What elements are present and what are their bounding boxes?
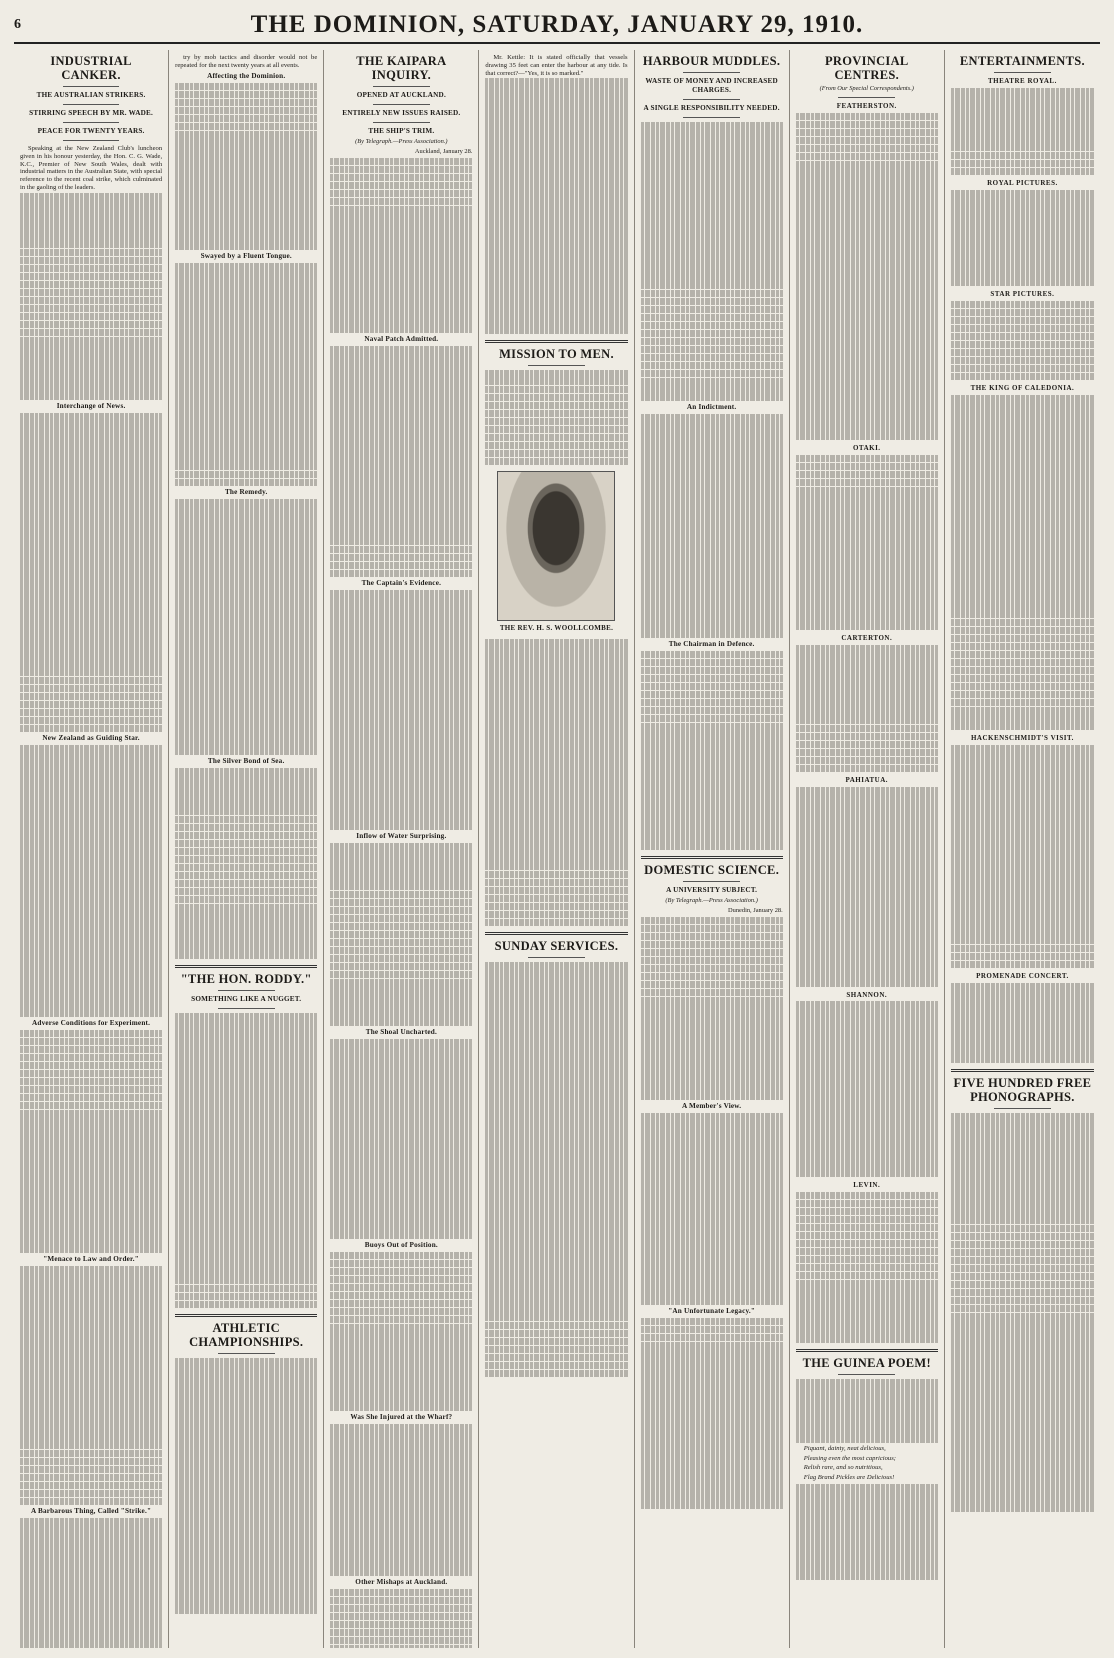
dateline: Dunedin, January 28. (728, 906, 783, 914)
text-block (175, 263, 317, 486)
column-4 (479, 50, 634, 1648)
text-block (796, 1379, 938, 1443)
section-subhead: New Zealand as Guiding Star. (42, 734, 140, 743)
text-block (796, 1001, 938, 1176)
section-subhead: Adverse Conditions for Experiment. (32, 1018, 151, 1027)
byline: (By Telegraph.—Press Association.) (355, 138, 448, 145)
column-5 (635, 50, 790, 1648)
text-block (20, 193, 162, 400)
text-block (796, 455, 938, 630)
text-block (951, 301, 1094, 381)
dateline: Auckland, January 28. (414, 147, 473, 155)
place-heading: CARTERTON. (841, 634, 893, 643)
text-block (485, 78, 627, 333)
place-heading: LEVIN. (853, 1180, 881, 1189)
text-block (951, 1113, 1094, 1512)
text-block (175, 1013, 317, 1308)
text-block (796, 1192, 938, 1344)
section-subhead: ROYAL PICTURES. (987, 179, 1058, 188)
column-2 (169, 50, 324, 1648)
article-subhead: OPENED AT AUCKLAND. (356, 91, 446, 99)
poem-line: Relish rare, and so nutritious, (803, 1464, 883, 1472)
text-block (485, 639, 627, 926)
section-subhead: Swayed by a Fluent Tongue. (200, 252, 292, 261)
section-subhead: A Member's View. (681, 1102, 742, 1111)
page-columns (14, 50, 1100, 1650)
article-subhead: ENTIRELY NEW ISSUES RAISED. (342, 109, 461, 117)
text-block (330, 843, 472, 1026)
section-subhead: "Menace to Law and Order." (43, 1255, 139, 1264)
text-block (330, 346, 472, 577)
text-block (330, 158, 472, 333)
article-subhead: SOMETHING LIKE A NUGGET. (191, 995, 302, 1004)
text-block (951, 395, 1094, 730)
section-subhead: Naval Patch Admitted. (364, 335, 439, 344)
section-subhead: Was She Injured at the Wharf? (350, 1413, 453, 1422)
text-block (175, 768, 317, 959)
text-block (20, 413, 162, 732)
section-subhead: Other Mishaps at Auckland. (355, 1577, 448, 1586)
text-block (951, 88, 1094, 176)
text-block (796, 645, 938, 773)
text-block (485, 370, 627, 466)
section-subhead: STAR PICTURES. (990, 289, 1055, 298)
text-block (20, 745, 162, 1016)
text-block (641, 414, 783, 637)
article-headline: THE KAIPARA INQUIRY. (356, 54, 447, 82)
place-heading: PAHIATUA. (845, 776, 889, 785)
column-6 (790, 50, 945, 1648)
text-block (175, 499, 317, 754)
text-block (641, 1318, 783, 1509)
place-heading: FEATHERSTON. (836, 101, 897, 110)
article-paragraph: Speaking at the New Zealand Club's luncheon given in his honour yesterday, the Hon. C. G. Wade, K.C., Premier of New South Wales, dealt with industrial matters in the Australian State, with special reference to the recent coal strike, which culminated in the gaoling of the leaders. (20, 145, 163, 191)
section-subhead: THE KING OF CALEDONIA. (970, 384, 1075, 393)
article-paragraph: Mr. Kettle: It is stated officially that vessels drawing 35 feet can enter the harbour at any tide. Is that correct?—"Yes, it is so marked." (485, 54, 628, 77)
article-headline: PROVINCIAL CENTRES. (824, 54, 909, 82)
article-subhead: STIRRING SPEECH BY MR. WADE. (29, 109, 153, 117)
column-7 (945, 50, 1100, 1648)
section-subhead: The Captain's Evidence. (361, 579, 442, 588)
poem-line: Flag Brand Pickles are Delicious! (803, 1474, 895, 1482)
section-subhead: THEATRE ROYAL. (987, 77, 1057, 85)
text-block (485, 962, 627, 1377)
text-block (641, 122, 783, 401)
section-subhead: A Barbarous Thing, Called "Strike." (30, 1507, 152, 1516)
article-subhead: THE SHIP'S TRIM. (368, 127, 435, 135)
section-subhead: Buoys Out of Position. (364, 1240, 438, 1249)
text-block (951, 983, 1094, 1063)
article-subhead: WASTE OF MONEY AND INCREASED CHARGES. (645, 77, 778, 94)
article-headline: THE GUINEA POEM! (802, 1356, 931, 1371)
text-block (330, 1252, 472, 1412)
section-subhead: PROMENADE CONCERT. (976, 972, 1069, 981)
photo-caption: THE REV. H. S. WOOLLCOMBE. (499, 624, 614, 633)
place-heading: SHANNON. (846, 990, 888, 999)
text-block (951, 190, 1094, 286)
text-block (330, 1589, 472, 1648)
section-subhead: Inflow of Water Surprising. (356, 831, 447, 840)
text-block (641, 651, 783, 850)
column-1 (14, 50, 169, 1648)
article-paragraph: try by mob tactics and disorder would not be repeated for the next twenty years at all events. (175, 54, 318, 69)
text-block (330, 1039, 472, 1238)
text-block (20, 1030, 162, 1253)
section-subhead: An Indictment. (686, 403, 737, 412)
text-block (951, 745, 1094, 968)
masthead (14, 8, 1100, 44)
article-subhead: (From Our Special Correspondents.) (819, 85, 914, 92)
text-block (20, 1518, 162, 1648)
text-block (175, 1358, 317, 1613)
text-block (330, 1424, 472, 1576)
text-block (175, 83, 317, 250)
text-block (20, 1266, 162, 1505)
page-number: 6 (14, 17, 21, 32)
poem-line: Pleasing even the most capricious; (803, 1454, 896, 1462)
section-subhead: Interchange of News. (56, 402, 126, 411)
text-block (796, 787, 938, 986)
column-3 (324, 50, 479, 1648)
place-heading: OTAKI. (852, 443, 881, 452)
article-headline: ATHLETIC CHAMPIONSHIPS. (189, 1321, 304, 1350)
section-subhead: Affecting the Dominion. (207, 71, 286, 80)
section-subhead: The Remedy. (224, 488, 268, 497)
article-headline: FIVE HUNDRED FREE PHONOGRAPHS. (953, 1075, 1092, 1104)
article-headline: SUNDAY SERVICES. (494, 939, 619, 954)
section-subhead: The Chairman in Defence. (668, 639, 755, 648)
article-headline: HARBOUR MUDDLES. (642, 54, 781, 68)
text-block (641, 1113, 783, 1304)
section-subhead: The Shoal Uncharted. (365, 1028, 437, 1037)
article-subhead: A UNIVERSITY SUBJECT. (666, 886, 758, 895)
section-subhead: "An Unfortunate Legacy." (668, 1306, 756, 1315)
article-subhead: A SINGLE RESPONSIBILITY NEEDED. (643, 104, 780, 112)
text-block (796, 1484, 938, 1580)
article-headline: "THE HON. RODDY." (180, 972, 312, 987)
article-headline: ENTERTAINMENTS. (959, 54, 1085, 68)
section-subhead: The Silver Bond of Sea. (207, 756, 285, 765)
newspaper-title: THE DOMINION, SATURDAY, JANUARY 29, 1910. (250, 11, 864, 38)
article-headline: INDUSTRIAL CANKER. (50, 54, 132, 82)
article-subhead: THE AUSTRALIAN STRIKERS. (36, 91, 146, 99)
portrait-photo (497, 471, 615, 621)
article-headline: DOMESTIC SCIENCE. (644, 863, 780, 878)
text-block (796, 113, 938, 440)
text-block (641, 917, 783, 1100)
text-block (330, 590, 472, 829)
article-headline: MISSION TO MEN. (499, 346, 614, 361)
section-subhead: HACKENSCHMIDT'S VISIT. (970, 734, 1074, 743)
byline: (By Telegraph.—Press Association.) (665, 897, 758, 905)
article-subhead: PEACE FOR TWENTY YEARS. (37, 127, 145, 135)
poem-line: Piquant, dainty, neat delicious, (803, 1444, 886, 1452)
